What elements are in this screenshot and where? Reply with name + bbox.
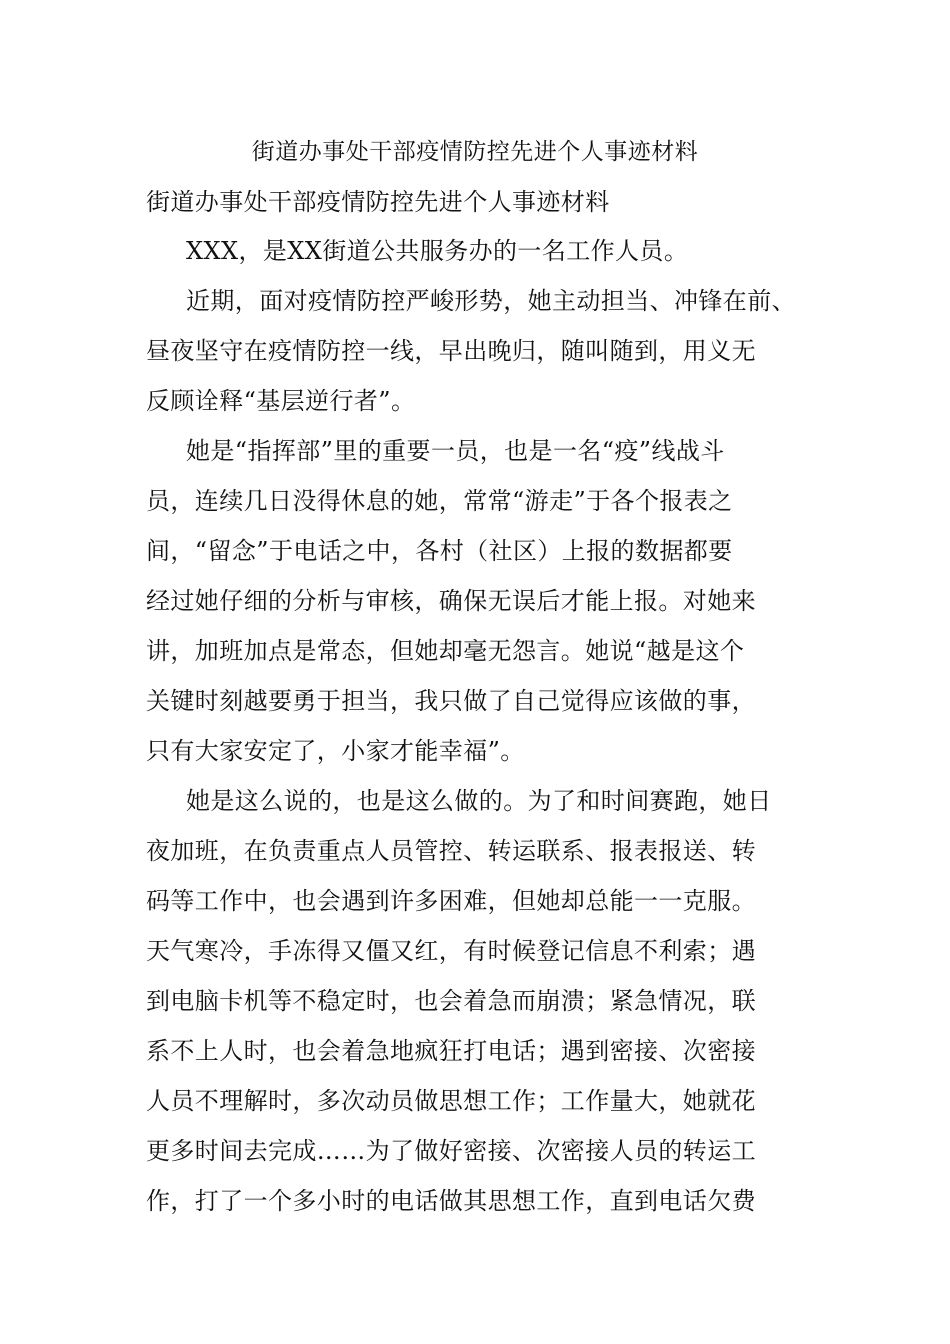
text-line: 夜加班，在负责重点人员管控、转运联系、报表报送、转 bbox=[146, 837, 756, 865]
text-line: 系不上人时，也会着急地疯狂打电话；遇到密接、次密接 bbox=[146, 1037, 756, 1065]
subtitle-line: 街道办事处干部疫情防控先进个人事迹材料 bbox=[146, 188, 610, 216]
text-line: 讲，加班加点是常态，但她却毫无怨言。她说“越是这个 bbox=[146, 637, 745, 665]
text-line: 反顾诠释“基层逆行者”。 bbox=[146, 387, 416, 415]
text-line: 间，“留念”于电话之中，各村（社区）上报的数据都要 bbox=[146, 537, 733, 565]
text-line: 只有大家安定了，小家才能幸福”。 bbox=[146, 737, 525, 765]
text-line: 员，连续几日没得休息的她，常常“游走”于各个报表之 bbox=[146, 487, 733, 515]
document-title: 街道办事处干部疫情防控先进个人事迹材料 bbox=[251, 139, 699, 165]
text-line: 她是这么说的，也是这么做的。为了和时间赛跑，她日 bbox=[186, 787, 772, 815]
text-line: 天气寒冷，手冻得又僵又红，有时候登记信息不利索；遇 bbox=[146, 937, 756, 965]
text-line: 人员不理解时，多次动员做思想工作；工作量大，她就花 bbox=[146, 1087, 756, 1115]
text-line: 码等工作中，也会遇到许多困难，但她却总能一一克服。 bbox=[146, 887, 756, 915]
text-line: 近期，面对疫情防控严峻形势，她主动担当、冲锋在前、 bbox=[186, 287, 796, 315]
text-line: 更多时间去完成……为了做好密接、次密接人员的转运工 bbox=[146, 1137, 756, 1165]
text-line: XXX，是XX街道公共服务办的一名工作人员。 bbox=[186, 237, 689, 265]
text-line: 昼夜坚守在疫情防控一线，早出晚归，随叫随到，用义无 bbox=[146, 337, 756, 365]
text-line: 到电脑卡机等不稳定时，也会着急而崩溃；紧急情况，联 bbox=[146, 987, 756, 1015]
text-line: 关键时刻越要勇于担当，我只做了自己觉得应该做的事， bbox=[146, 687, 756, 715]
text-line: 她是“指挥部”里的重要一员，也是一名“疫”线战斗 bbox=[186, 437, 725, 465]
text-line: 经过她仔细的分析与审核，确保无误后才能上报。对她来 bbox=[146, 587, 756, 615]
text-line: 作，打了一个多小时的电话做其思想工作，直到电话欠费 bbox=[146, 1187, 756, 1215]
